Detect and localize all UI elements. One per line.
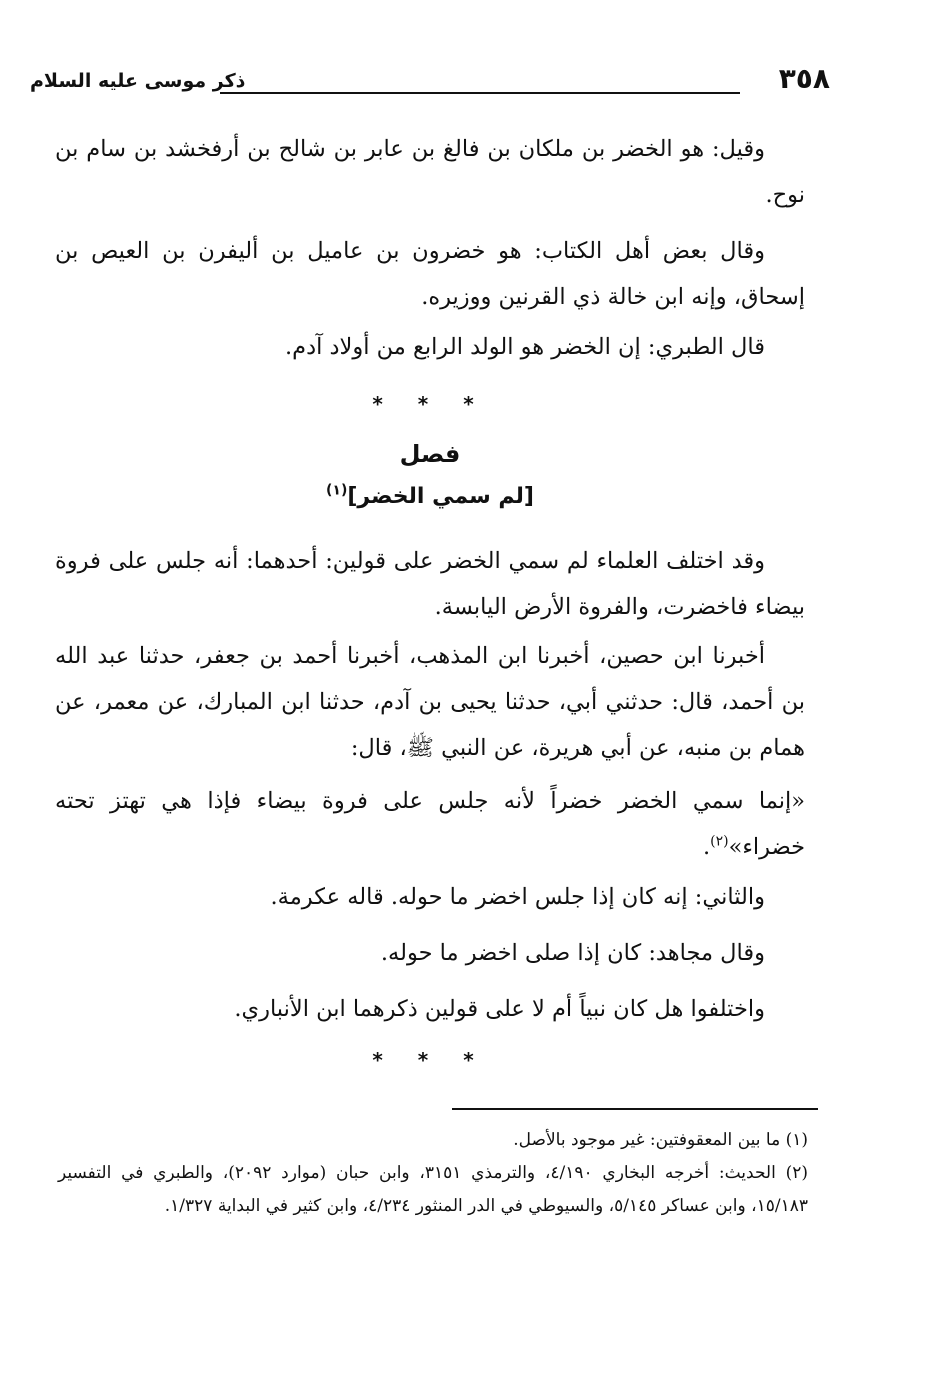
- paragraph-khidr-lineage: وقيل: هو الخضر بن ملكان بن فالغ بن عابر بن شالح بن أرفخشد بن سام بن نوح.: [55, 136, 805, 208]
- footnotes: [58, 1124, 808, 1223]
- header-rule: [220, 92, 740, 94]
- section-subtitle-text: [لم سمي الخضر]: [347, 484, 534, 509]
- hadith-text: «إنما سمي الخضر خضراً لأنه جلس على فروة بيضاء فإذا هي تهتز تحته خضراء»: [55, 788, 805, 860]
- paragraph-scholars-differ: وقد اختلف العلماء لم سمي الخضر على قولين: أحدهما: أنه جلس على فروة بيضاء فاخضرت، والفروة الأرض اليابسة.: [55, 548, 805, 620]
- hadith-end: .: [702, 834, 711, 860]
- paragraph-hadith: [55, 778, 805, 870]
- section-subtitle: [0, 484, 860, 509]
- footnote-rule: [452, 1108, 818, 1110]
- section-heading: فصل: [399, 440, 461, 468]
- footnote-ref-1: (١): [326, 482, 348, 499]
- paragraph-tabari: قال الطبري: إن الخضر هو الولد الرابع من أولاد آدم.: [284, 334, 765, 360]
- paragraph-second-opinion: والثاني: إنه كان إذا جلس اخضر ما حوله. قاله عكرمة.: [270, 884, 765, 910]
- running-title: ذكر موسى عليه السلام: [30, 70, 246, 92]
- section-separator-end: * * *: [372, 1048, 488, 1072]
- footnote-2: (٢) الحديث: أخرجه البخاري ٤/١٩٠، والترمذي ٣١٥١، وابن حبان (موارد ٢٠٩٢)، والطبري في التفسير ١٥/١٨٣، وابن عساكر ٥/١٤٥، والسيوطي في الدر المنثور ٤/٢٣٤، وابن كثير في البداية ١/٣٢٧.: [58, 1163, 808, 1216]
- paragraph-people-of-book: وقال بعض أهل الكتاب: هو خضرون بن عاميل بن أليفرن بن العيص بن إسحاق، وإنه ابن خالة ذي القرنين ووزيره.: [55, 238, 805, 310]
- section-separator: * * *: [372, 392, 488, 416]
- running-header: [30, 62, 830, 106]
- page-number: ٣٥٨: [778, 62, 830, 95]
- paragraph-mujahid: وقال مجاهد: كان إذا صلى اخضر ما حوله.: [380, 940, 765, 966]
- paragraph-prophethood: واختلفوا هل كان نبياً أم لا على قولين ذكرهما ابن الأنباري.: [234, 996, 765, 1022]
- footnote-ref-2: (٢): [710, 833, 729, 850]
- footnote-1: (١) ما بين المعقوفتين: غير موجود بالأصل.: [513, 1130, 808, 1150]
- paragraph-isnad: أخبرنا ابن حصين، أخبرنا ابن المذهب، أخبرنا أحمد بن جعفر، حدثنا عبد الله بن أحمد، قال: حدثني أبي، حدثنا يحيى بن آدم، حدثنا ابن المبارك، عن معمر، عن همام بن منبه، عن أبي هريرة، عن النبي ﷺ، قال:: [55, 643, 805, 761]
